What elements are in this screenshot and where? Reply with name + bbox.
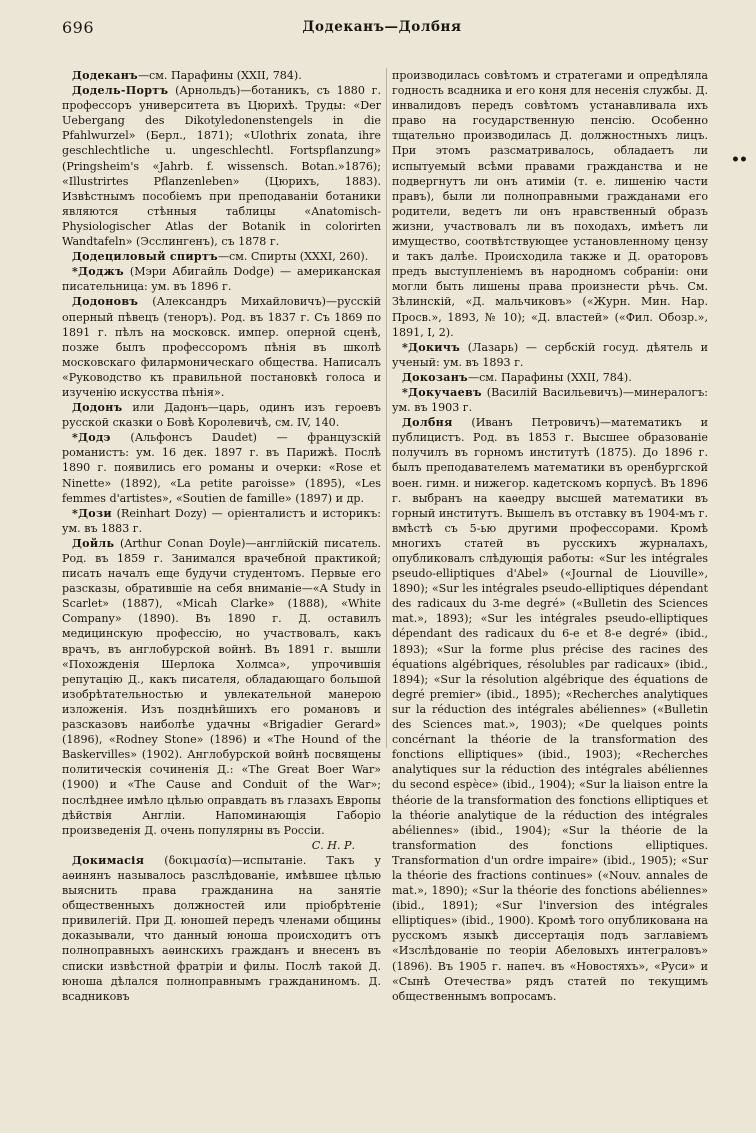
entry-text: (Альфонсъ Daudet) — французскій романистъ: ум. 16 дек. 1897 г. въ Парижѣ. Послѣ 1890 г. появились его романы и очерки: «Rose et Ninette» (1892), «La petite paroisse» (1895), «Les femmes d'artistes», «Soutien de famille» (1897) и др. [62, 431, 381, 505]
headword: Додонъ [72, 401, 123, 415]
entry-text: (Иванъ Петровичъ)—математикъ и публицистъ. Род. въ 1853 г. Высшее образованіе получилъ въ горномъ институтѣ (1875). До 1896 г. былъ преподавателемъ математики въ оренбургской воен. гимн. и нижегор. кадетскомъ корпусѣ. Въ 1896 г. выбранъ на каѳедру высшей математики въ горный институтъ. Вышелъ въ отставку въ 1904-мъ г. вмѣстѣ съ 5-ью другими профессорами. Кромѣ многихъ статей въ русскихъ журналахъ, опубликовалъ слѣдующія работы: «Sur les intégrales pseudo-elliptiques d'Abel» («Journal de Liouville», 1890); «Sur les intégrales pseudo-elliptiques dépendant des radicaux du 3-me degré» («Bulletin des Sciences mat.», 1893); «Sur les intégrales pseudo-elliptiques dépendant des radicaux du 6-e et 8-e degré» (ibid., 1893); «Sur la forme plus précise des racines des équations algébriques, résolubles par radicaux» (ibid., 1894); «Sur la résolution algébrique des équations de degré premier» (ibid., 1895); «Recherches analytiques sur la réduction des intégrales abéliennes» («Bulletin des Sciences mat.», 1903); «De quelques points concérnant la théorie de la transformation des fonctions elliptiques» (ibid., 1903); «Recherches analytiques sur la réduction des intégrales abéliennes du second espèce» (ibid., 1904); «Sur la liaison entre la théorie de la transformation des fonctions elliptiques et la théorie analytique de la réduction des intégrales abéliennes» (ibid., 1904); «Sur la théorie de la transformation des fonctions elliptiques. Transformation d'un ordre impaire» (ibid., 1905); «Sur la théorie des fractions continues» («Nouv. annales de mat.», 1890); «Sur la théorie des fonctions abéliennes» (ibid., 1891); «Sur l'inversion des intégrales elliptiques» (ibid., 1900). Кромѣ того опубликована на русскомъ языкѣ диссертація подъ заглавіемъ «Изслѣдованіе по теоріи Абеловыхъ интеграловъ» (1896). Въ 1905 г. напеч. въ «Новостяхъ», «Руси» и «Сынѣ Отечества» рядъ статей по текущимъ общественнымъ вопросамъ. [392, 416, 708, 1003]
entry-text: (Мэри Абигайль Dodge) — американская писательница: ум. въ 1896 г. [62, 265, 381, 294]
headword: *Доджъ [72, 265, 124, 279]
entry-text: или Дадонъ—царь, одинъ изъ героевъ русской сказки о Бовѣ Королевичѣ, см. IV, 140. [62, 401, 381, 430]
page-number: 696 [62, 18, 95, 37]
entry-dodecyl-alcohol [62, 249, 381, 264]
entry-text: (δοκιμασία)—испытаніе. Такъ у аѳинянъ называлось разслѣдованіе, имѣвшее цѣлью выяснить права гражданина на занятіе общественныхъ должностей или пріобрѣтеніе привилегій. При Д. юношей передъ членами общины доказывали, что данный юноша происходитъ отъ полноправныхъ аѳинскихъ гражданъ и внесенъ въ списки извѣстной фратріи и филы. Послѣ такой Д. юноша дѣлался полноправнымъ гражданиномъ. Д. всадниковъ [62, 853, 381, 1003]
entry-dokozan [392, 370, 708, 385]
headword: *Дози [72, 506, 112, 520]
headword: Дойль [72, 536, 115, 550]
headword: *Докичъ [402, 340, 461, 354]
headword: Докимасія [72, 853, 145, 867]
column-divider [386, 68, 387, 748]
entry-dodekan [62, 68, 381, 83]
headword: Додециловый спиртъ [72, 250, 218, 264]
headword: *Докучаевъ [402, 385, 482, 399]
entry-text: (Лазарь) — сербскій госуд. дѣятель и ученый: ум. въ 1893 г. [392, 340, 708, 369]
entry-daudet [62, 430, 381, 505]
entry-text: —см. Парафины (XXII, 784). [137, 69, 302, 82]
entry-text: —см. Парафины (XXII, 784). [467, 370, 632, 384]
entry-dozy [62, 506, 381, 536]
entry-dokimasia-continued [392, 68, 708, 340]
headword: Додель-Портъ [72, 84, 169, 98]
entry-text: (Arthur Conan Doyle)—англійскій писатель. Род. въ 1859 г. Занимался врачебной практикой; писать началъ еще будучи студентомъ. Первые его разсказы, обратившіе на себя вниманіе—«A Study in Scarlet» (1887), «Micah Clarke» (1888), «White Company» (1890). Въ 1890 г. Д. оставилъ медицинскую профессію, но участвовалъ, какъ врачъ, въ англобурской войнѣ. Въ 1891 г. вышли «Похожденія Шерлока Холмса», упрочившія репутацію Д., какъ писателя, обладающаго большой изобрѣтательностью и увлекательной манерою изложенія. Изъ позднѣйшихъ его романовъ и разсказовъ наиболѣе удачны «Brigadier Gerard» (1896), «Rodney Stone» (1896) и «The Hound of the Baskervilles» (1902). Англобурской войнѣ посвящены политическія сочиненія Д.: «The Great Boer War» (1900) и «The Cause and Conduit of the War»; послѣднее имѣло цѣлью оправдать въ глазахъ Европы дѣйствія Англіи. Напоминающія Габоріо произведенія Д. очень популярны въ Россіи. [62, 536, 381, 837]
author-signature: С. Н. Р. [311, 838, 355, 852]
entry-text: (Reinhart Dozy) — оріенталистъ и историкъ: ум. въ 1883 г. [62, 506, 381, 535]
headword: Долбня [402, 416, 453, 430]
entry-dokimasia [62, 853, 381, 1004]
headword: Додоновъ [72, 295, 139, 309]
entry-text: (Александръ Михайловичъ)—русскій оперный пѣвецъ (теноръ). Род. въ 1837 г. Съ 1869 по 1891 г. пѣлъ на московск. импер. оперной сценѣ, позже былъ профессоромъ пѣнія въ школѣ московскаго филармоническаго общества. Написалъ «Руководство къ правильной постановкѣ голоса и изученію искусства пѣнія». [62, 295, 381, 399]
running-head: Додеканъ—Долбня [302, 19, 462, 35]
entry-text: —см. Спирты (XXXI, 260). [217, 250, 369, 264]
right-column [392, 68, 708, 1004]
entry-dokich [392, 340, 708, 370]
headword: Додеканъ [72, 69, 138, 82]
entry-dodonov [62, 294, 381, 400]
entry-text: производилась совѣтомъ и стратегами и опредѣляла годность всадника и его коня для несенія службы. Д. инвалидовъ передъ совѣтомъ устанавливала ихъ право на государственную пенсію. Особенно тщательно производилась Д. должностныхъ лицъ. При этомъ разсматривалось, обладаетъ ли испытуемый всѣми правами гражданства и не подвергнутъ ли онъ атиміи (т. е. лишенію части правъ), были ли полноправными гражданами его родители, ведетъ ли онъ нравственный образъ жизни, участвовалъ ли въ походахъ, имѣетъ ли имущество, соотвѣтствующее установленному цензу и такъ далѣе. Происходила также и Д. ораторовъ предъ выступленіемъ въ народномъ собраніи: они могли быть лишены права произнести рѣчь. См. Зѣлинскій, «Д. мальчиковъ» («Журн. Мин. Нар. Просв.», 1893, № 10); «Д. властей» («Фил. Обозр.», 1891, I, 2). [392, 69, 708, 339]
headword: Докозанъ [402, 370, 468, 384]
left-column [62, 68, 381, 1004]
page-header [62, 18, 702, 40]
margin-dots-mark: •• [731, 152, 747, 168]
entry-text: (Василій Васильевичъ)—минералогъ: ум. въ 1903 г. [392, 385, 708, 415]
headword: *Додэ [72, 431, 111, 445]
entry-dodel-port [62, 83, 381, 249]
entry-doyle [62, 536, 381, 838]
entry-text: (Арнольдъ)—ботаникъ, съ 1880 г. профессоръ университета въ Цюрихѣ. Труды: «Der Uebergang des Dikotyledonenstengels in die Pfahlwurzel» (Берл., 1871); «Ulothrix zonata, ihre geschlechtliche u. ungeschlechtl. Fortspflanzung» (Pringsheim's «Jahrb. f. wissensch. Botan.»1876); «Illustrirtes Pflanzenleben» (Цюрихъ, 1883). Извѣстнымъ пособіемъ при преподаваніи ботаники являются стѣнныя таблицы «Anatomisch-Physiologischer Atlas der Botanik in colorirten Wandtafeln» (Эсслингенъ), съ 1878 г. [62, 84, 381, 249]
entry-dokuchaev [392, 385, 708, 415]
entry-dodge [62, 264, 381, 294]
entry-dolbnya [392, 415, 708, 1004]
entry-dodon [62, 400, 381, 430]
